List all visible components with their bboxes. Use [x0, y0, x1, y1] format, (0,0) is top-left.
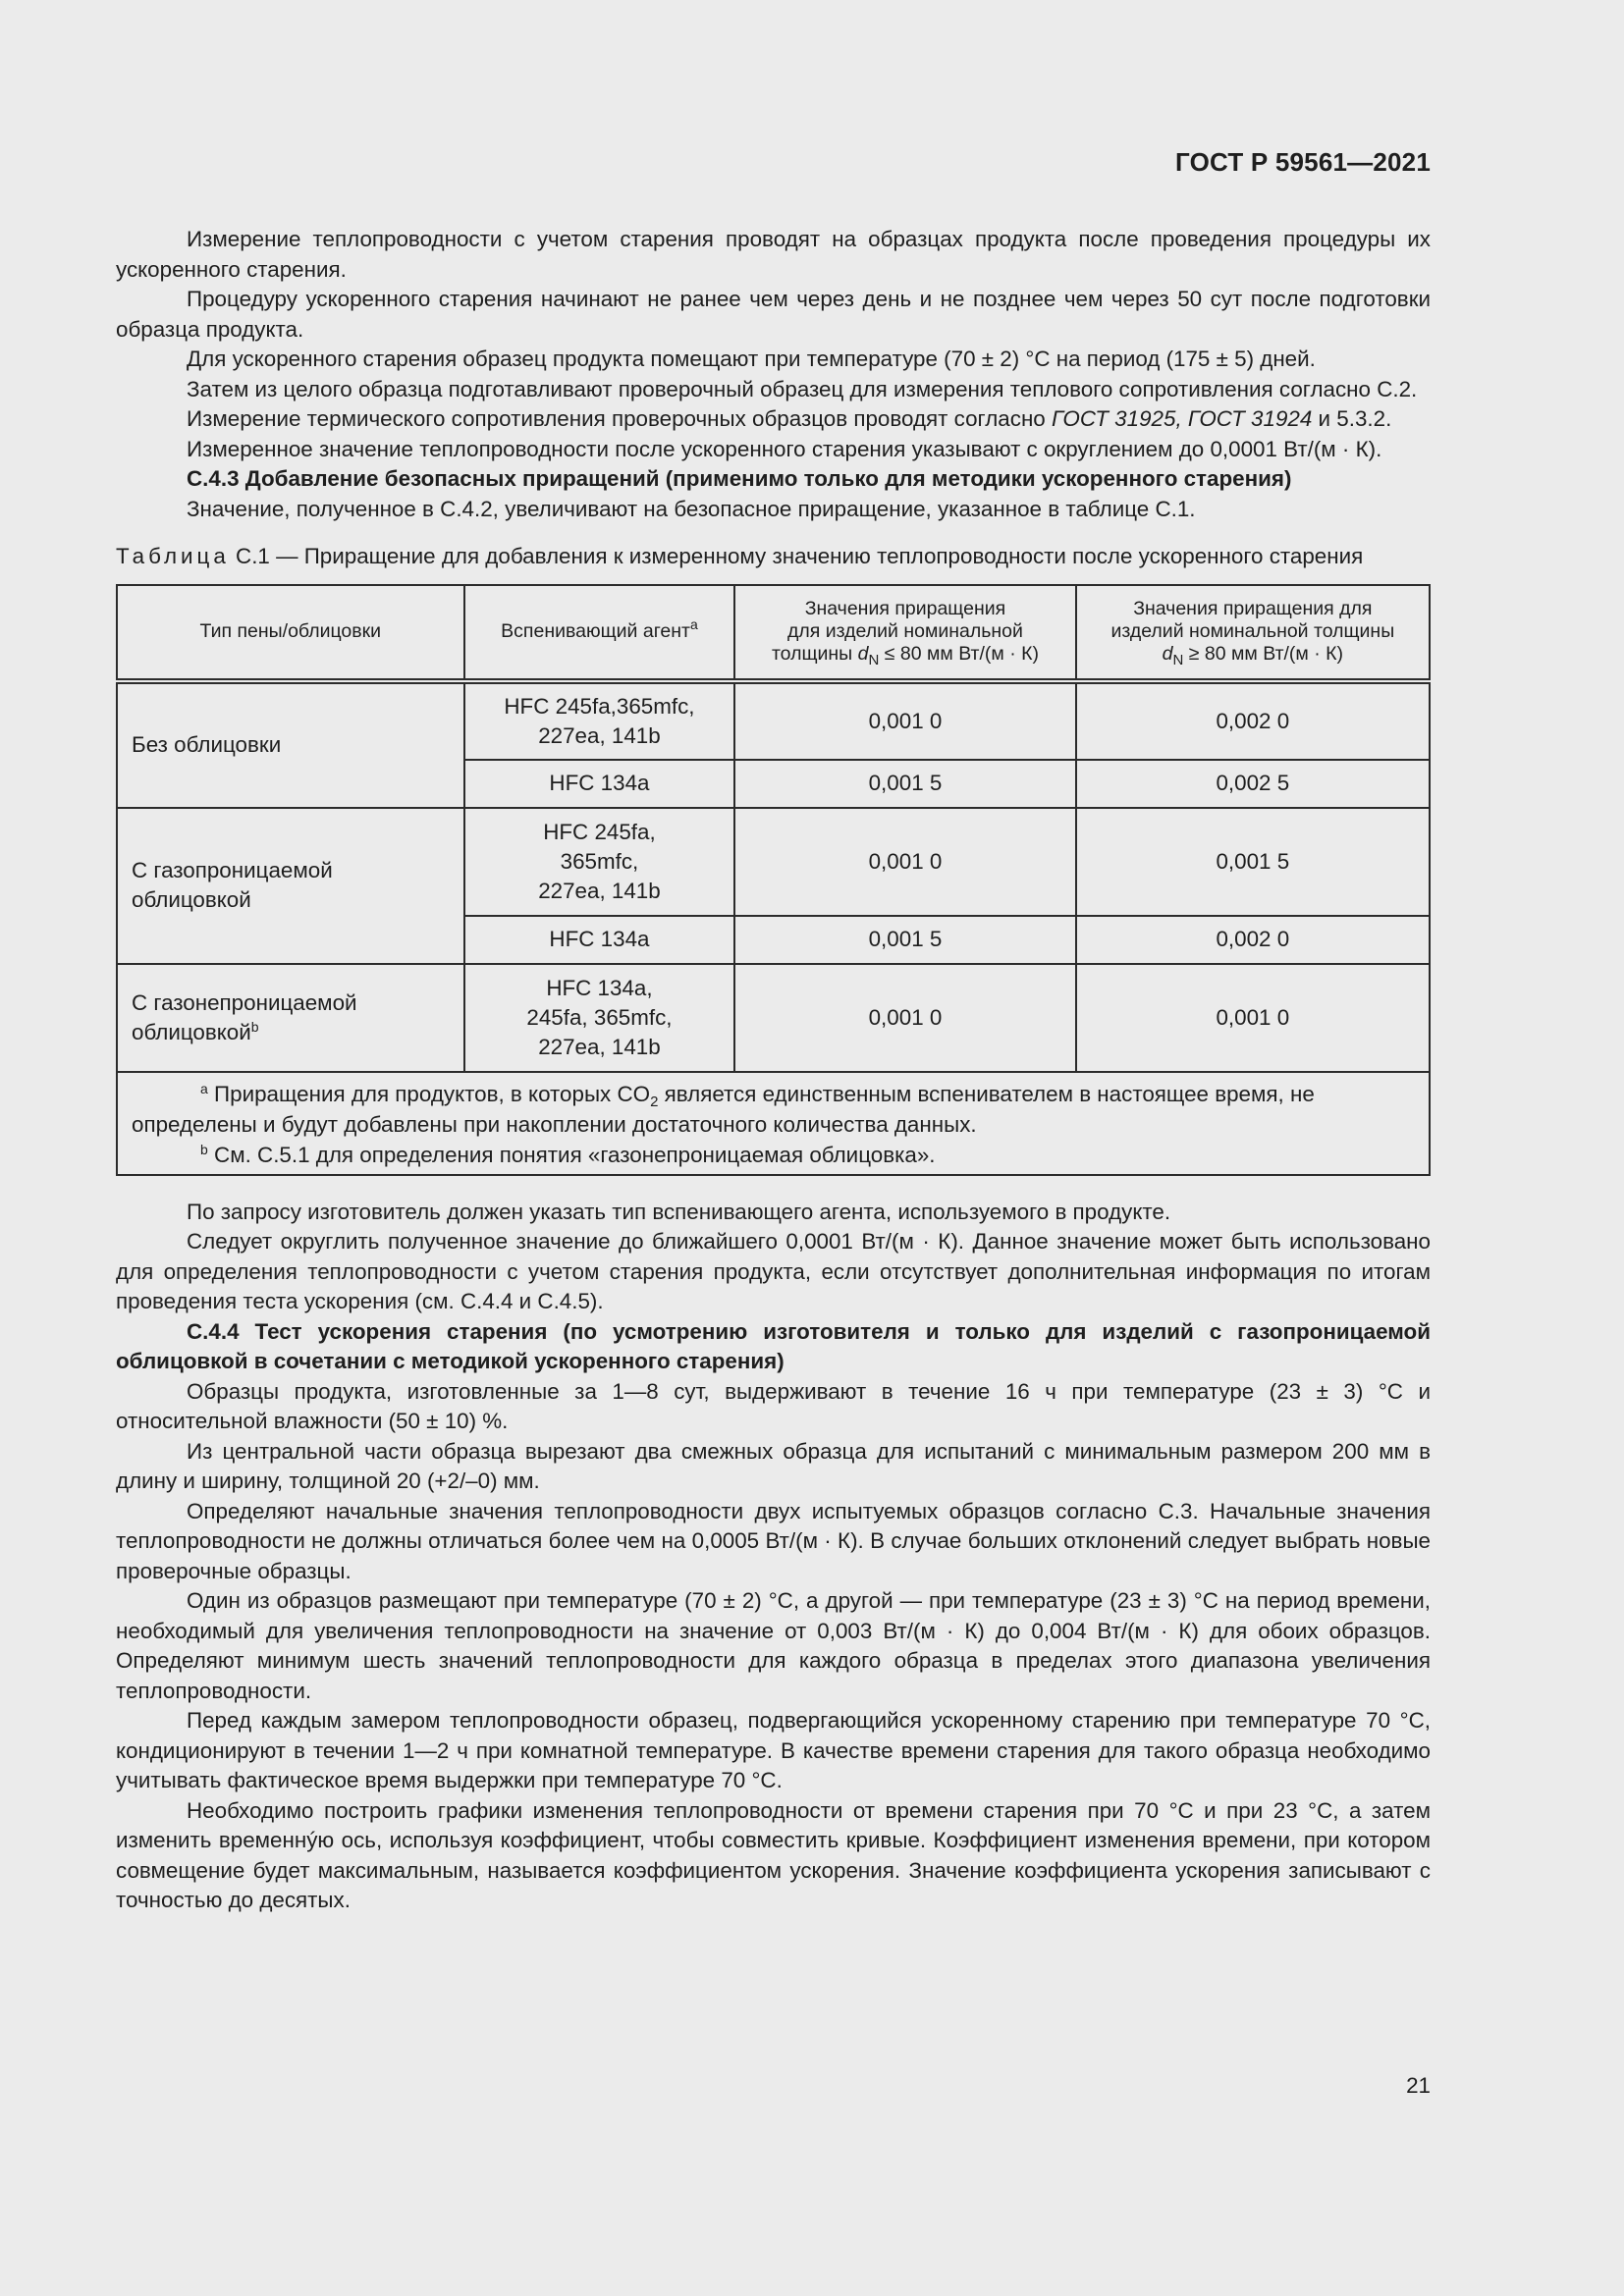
- value-cell: 0,001 5: [734, 760, 1075, 808]
- agent-cell: HFC 245fa,365mfc, 227ea, 141b: [464, 681, 735, 760]
- gost-reference: ГОСТ 31925, ГОСТ 31924: [1052, 406, 1313, 431]
- agent-cell: HFC 245fa, 365mfc, 227ea, 141b: [464, 808, 735, 916]
- value-cell: 0,001 0: [734, 964, 1075, 1072]
- paragraph: Необходимо построить графики изменения теплопроводности от времени старения при 70 °С и при 23 °С, а затем изменить временнýю ось, используя коэффициент, чтобы совместить кривые. Коэффициент изменения времени, при котором совмещение будет максимальным, называется коэффициентом ускорения. Значение коэффициента ускорения записывают с точностью до десятых.: [116, 1797, 1431, 1912]
- header-increment-le80: Значения приращения для изделий номинальной толщины $d_N \le 80$ мм Вт/(м · К): [734, 585, 1075, 681]
- agent-cell: HFC 134a: [464, 916, 735, 964]
- foam-type-cell: С газопроницаемой облицовкой: [117, 808, 464, 964]
- body-text: [116, 225, 1431, 1916]
- header-foam-type: Тип пены/облицовки: [117, 585, 464, 681]
- footnote-b: $^b$ См. С.5.1 для определения понятия «газонепроницаемая облицовка».: [200, 1141, 936, 1167]
- value-cell: 0,001 0: [1076, 964, 1430, 1072]
- agent-cell: HFC 134a: [464, 760, 735, 808]
- paragraph: Образцы продукта, изготовленные за 1—8 сут, выдерживают в течение 16 ч при температуре (23 ± 3) °С и относительной влажности (50 ± 10) %.: [116, 1378, 1431, 1433]
- paragraph: Определяют начальные значения теплопроводности двух испытуемых образцов согласно С.3. Начальные значения теплопроводности не должны отличаться более чем на 0,0005 Вт/(м · К). В случае больших отклонений следует выбрать новые проверочные образцы.: [116, 1498, 1431, 1583]
- agent-cell: HFC 134a, 245fa, 365mfc, 227ea, 141b: [464, 964, 735, 1072]
- table-row: [117, 964, 1430, 1072]
- header-blowing-agent: Вспенивающий агент$^а$: [464, 585, 735, 681]
- table-row: [117, 808, 1430, 916]
- table-footnotes-row: [117, 1072, 1430, 1175]
- value-cell: 0,001 0: [734, 681, 1075, 760]
- paragraph: Следует округлить полученное значение до ближайшего 0,0001 Вт/(м · К). Данное значение может быть использовано для определения теплопроводности с учетом старения продукта, если отсутствует дополнительная информация по итогам проведения теста ускорения (см. С.4.4 и С.4.5).: [116, 1229, 1431, 1313]
- value-cell: 0,001 0: [734, 808, 1075, 916]
- table-header-row: [117, 585, 1430, 681]
- increment-table: [116, 584, 1431, 1176]
- table-row: [117, 681, 1430, 760]
- paragraph: Один из образцов размещают при температуре (70 ± 2) °С, а другой — при температуре (23 ± 3) °С на период времени, необходимый для увеличения теплопроводности на значение от 0,003 Вт/(м · К) до 0,004 Вт/(м · К) для обоих образцов. Определяют минимум шесть значений теплопроводности для каждого образца в пределах этого диапазона увеличения теплопроводности.: [116, 1588, 1431, 1703]
- header-increment-ge80: Значения приращения для изделий номинальной толщины $d_N \ge 80$ мм Вт/(м · К): [1076, 585, 1430, 681]
- table-caption: Таблица С.1 — Приращение для добавления к измеренному значению теплопроводности после ускоренного старения: [116, 544, 1364, 568]
- paragraph: Измеренное значение теплопроводности после ускоренного старения указывают с округлением до 0,0001 Вт/(м · К).: [187, 436, 1382, 461]
- foam-type-cell: С газонепроницаемой облицовкой$^b$: [117, 964, 464, 1072]
- paragraph-gost-reference: Измерение термического сопротивления проверочных образцов проводят согласно ГОСТ 31925, ГОСТ 31924 и 5.3.2.: [187, 406, 1392, 431]
- value-cell: 0,002 0: [1076, 681, 1430, 760]
- document-id-header: ГОСТ Р 59561—2021: [1175, 147, 1431, 177]
- section-heading-c44: С.4.4 Тест ускорения старения (по усмотрению изготовителя и только для изделий с газопроницаемой облицовкой в сочетании с методикой ускоренного старения): [116, 1318, 1431, 1373]
- paragraph: Для ускоренного старения образец продукта помещают при температуре (70 ± 2) °С на период (175 ± 5) дней.: [187, 347, 1316, 371]
- value-cell: 0,001 5: [1076, 808, 1430, 916]
- value-cell: 0,001 5: [734, 916, 1075, 964]
- page-number: 21: [1406, 2073, 1431, 2098]
- paragraph: Перед каждым замером теплопроводности образец, подвергающийся ускоренному старению при температуре 70 °С, кондиционируют в течении 1—2 ч при комнатной температуре. В качестве времени старения для такого образца необходимо учитывать фактическое время выдержки при температуре 70 °С.: [116, 1708, 1431, 1792]
- table-footnotes: [117, 1072, 1430, 1175]
- section-heading-c43: С.4.3 Добавление безопасных приращений (применимо только для методики ускоренного старения): [187, 466, 1292, 491]
- paragraph: Процедуру ускоренного старения начинают не ранее чем через день и не позднее чем через 50 сут после подготовки образца продукта.: [116, 287, 1431, 342]
- paragraph: Значение, полученное в С.4.2, увеличивают на безопасное приращение, указанное в таблице С.1.: [187, 496, 1196, 521]
- footnote-a: $^а$ Приращения для продуктов, в которых $CO_2$ является единственным вспенивателем в настоящее время, не определены и будут добавлены при накоплении достаточного количества данных.: [132, 1080, 1315, 1137]
- paragraph: Из центральной части образца вырезают два смежных образца для испытаний с минимальным размером 200 мм в длину и ширину, толщиной 20 (+2/–0) мм.: [116, 1438, 1431, 1493]
- foam-type-cell: Без облицовки: [117, 681, 464, 808]
- value-cell: 0,002 0: [1076, 916, 1430, 964]
- paragraph: Измерение теплопроводности с учетом старения проводят на образцах продукта после проведения процедуры их ускоренного старения.: [116, 227, 1431, 282]
- value-cell: 0,002 5: [1076, 760, 1430, 808]
- paragraph: Затем из целого образца подготавливают проверочный образец для измерения теплового сопротивления согласно С.2.: [187, 376, 1418, 401]
- paragraph: По запросу изготовитель должен указать тип вспенивающего агента, используемого в продукте.: [187, 1199, 1171, 1224]
